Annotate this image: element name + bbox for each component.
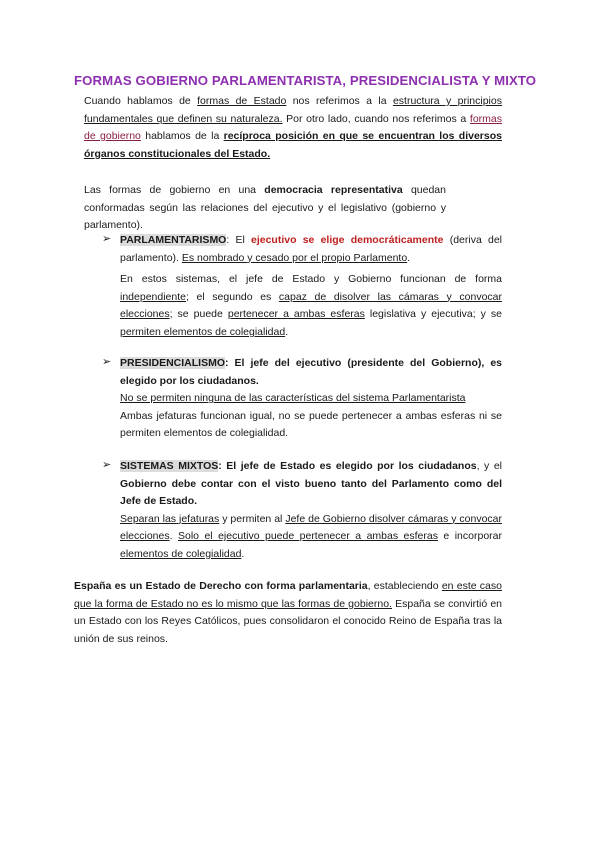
parlamentarismo-paragraph-2	[120, 271, 502, 341]
presidencialismo-text: Ambas jefaturas funcionan igual, no se puede pertenecer a ambas esferas ni se permiten elementos de colegialidad.	[120, 409, 502, 440]
arrow-bullet-icon: ➢	[102, 459, 112, 471]
mixtos-text-3: .	[169, 530, 178, 543]
mixtos-text-4: e incorporar	[437, 530, 502, 543]
conclusion-paragraph	[74, 578, 502, 648]
mixtos-underline-3: Solo el ejecutivo puede pertenecer a ambas esferas	[178, 530, 438, 543]
intro-text-2: nos referimos a la	[286, 95, 393, 107]
intro-text-4: hablamos de la	[140, 130, 224, 143]
parl-p2-underline-2: capaz de disolver las cámaras y convocar elecciones	[120, 290, 502, 321]
parl-p2-text-1: En estos sistemas, el jefe de Estado y Gobierno funcionan de forma	[120, 273, 502, 286]
parl-p2-text-4: legislativa y ejecutiva; y se	[364, 308, 502, 321]
intro-formas-estado: formas de Estado	[197, 95, 287, 107]
parlamentarismo-text-3: .	[407, 251, 411, 264]
mixtos-text-5: .	[241, 547, 245, 560]
mixtos-heading: SISTEMAS MIXTOS	[120, 460, 219, 472]
mixtos-paragraph	[120, 458, 502, 564]
document-title: FORMAS GOBIERNO PARLAMENTARISTA, PRESIDENCIALISTA Y MIXTO	[74, 73, 537, 88]
section-sistemas-mixtos	[102, 458, 502, 564]
conclusion-underline: en este caso que la forma de Estado no es lo mismo que las formas de gobierno.	[74, 580, 502, 610]
intro-formas-gobierno: formas de gobierno	[84, 112, 503, 143]
section-presidencialismo	[102, 355, 502, 443]
mixtos-text-1: , y el	[476, 460, 502, 472]
parl-p2-text-3: ; se puede	[169, 308, 228, 321]
conclusion-text-2: España se convirtió en un Estado con los Reyes Católicos, pues consolidaron el conocido Reino de España tras la unión de sus reinos.	[74, 597, 502, 645]
democracy-paragraph	[84, 182, 446, 235]
intro-paragraph	[84, 93, 502, 163]
parl-p2-text-5: .	[285, 325, 289, 338]
parlamentarismo-underline-1: Es nombrado y cesado por el propio Parlamento	[181, 251, 408, 264]
parl-p2-underline-3: pertenecer a ambas esferas	[227, 308, 365, 321]
intro-reciproca-posicion: recíproca posición en que se encuentran los diversos órganos constitucionales del Estado.	[84, 130, 502, 160]
presidencialismo-heading: PRESIDENCIALISMO	[120, 357, 226, 369]
mixtos-underline-2: Jefe de Gobierno disolver cámaras y convocar elecciones	[120, 512, 502, 543]
intro-estructura: estructura y principios fundamentales que definen su naturaleza.	[84, 95, 502, 125]
democracy-bold: democracia representativa	[264, 184, 403, 196]
parlamentarismo-heading: PARLAMENTARISMO	[120, 234, 227, 246]
presidencialismo-underline: No se permiten ninguna de las características del sistema Parlamentarista	[120, 392, 466, 405]
mixtos-bold-1: : El jefe de Estado es elegido por los ciudadanos	[218, 460, 477, 472]
democracy-text-2: quedan conformadas según las relaciones del ejecutivo y el legislativo (gobierno y parlamento).	[84, 184, 446, 232]
parl-p2-underline-1: independiente	[120, 290, 186, 303]
parl-p2-underline-4: permiten elementos de colegialidad	[120, 325, 286, 338]
presidencialismo-bold: : El jefe del ejecutivo (presidente del Gobierno), es elegido por los ciudadanos.	[120, 357, 502, 387]
parlamentarismo-text-2: (deriva del parlamento).	[120, 234, 502, 264]
mixtos-bold-2: Gobierno debe contar con el visto bueno tanto del Parlamento como del Jefe de Estado.	[120, 477, 502, 508]
parl-p2-text-2: ; el segundo es	[185, 290, 279, 303]
democracy-text-1: Las formas de gobierno en una	[84, 184, 265, 196]
conclusion-text-1: , estableciendo	[367, 580, 442, 592]
presidencialismo-paragraph	[120, 355, 502, 443]
parlamentarismo-paragraph-1	[120, 232, 502, 267]
arrow-bullet-icon: ➢	[102, 233, 112, 245]
section-parlamentarismo	[102, 232, 502, 342]
conclusion-bold: España es un Estado de Derecho con forma parlamentaria	[74, 580, 368, 592]
mixtos-text-2: y permiten al	[219, 512, 286, 525]
parlamentarismo-text-1: : El	[226, 234, 251, 246]
mixtos-underline-1: Separan las jefaturas	[120, 512, 220, 525]
arrow-bullet-icon: ➢	[102, 356, 112, 368]
parlamentarismo-highlight: ejecutivo se elige democráticamente	[251, 234, 444, 246]
intro-text-1: Cuando hablamos de	[84, 95, 198, 107]
intro-text-3: Por otro lado, cuando nos referimos a	[282, 112, 470, 125]
mixtos-underline-4: elementos de colegialidad	[120, 547, 242, 560]
